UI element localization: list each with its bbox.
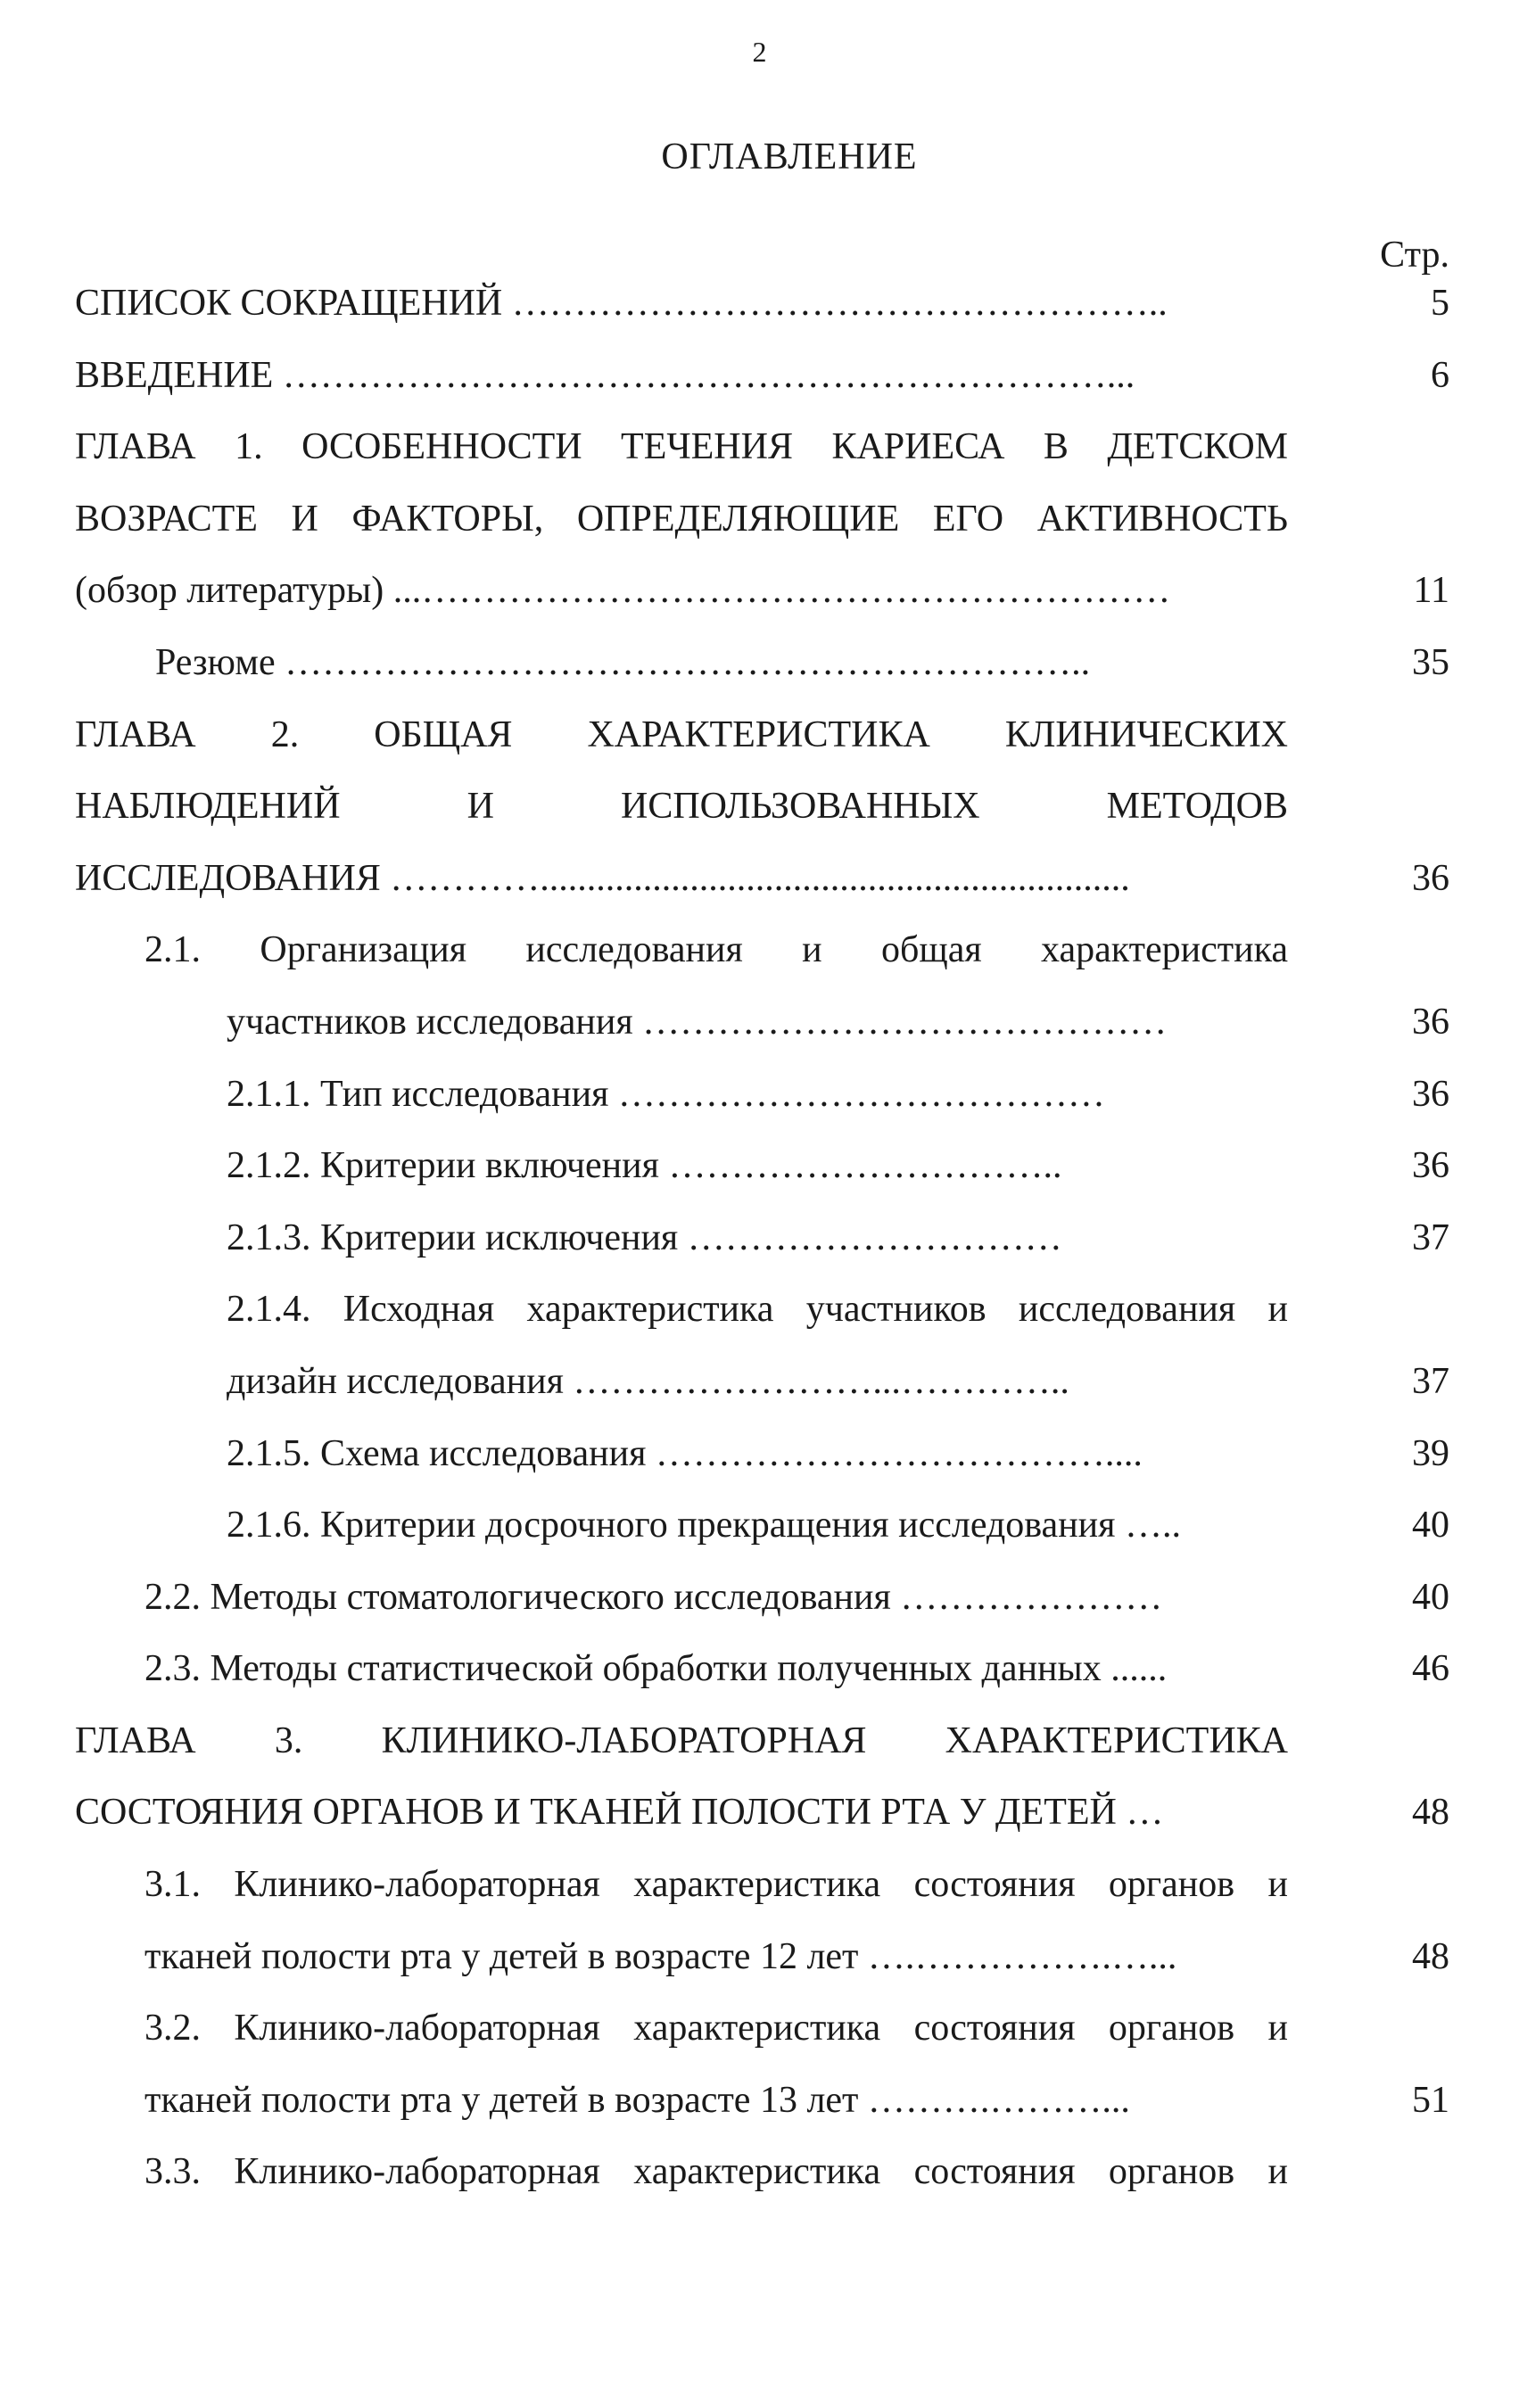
toc-entry: [75, 627, 1449, 699]
toc-entry-text: Резюме ………………………………………………………..: [155, 641, 1091, 683]
toc-entry-text: 3.3. Клинико-лабораторная характеристика состояния органов и: [144, 2151, 1288, 2193]
toc-entry: [75, 1633, 1449, 1705]
page-number: 2: [752, 36, 767, 68]
toc-entry: [75, 411, 1449, 483]
toc-entry: [75, 1705, 1449, 1777]
toc-entry-text: ВВЕДЕНИЕ …………………………………………………………...: [75, 354, 1135, 396]
toc-entry: [75, 1346, 1449, 1418]
toc-entry-page: 48: [1412, 1792, 1449, 1834]
toc-entry: [75, 771, 1449, 843]
toc-entry-page: 40: [1412, 1576, 1449, 1618]
toc-entry-text: 2.1.3. Критерии исключения …………………………: [227, 1216, 1062, 1258]
toc-entry-text: дизайн исследования ……………………...…………..: [227, 1360, 1069, 1402]
toc-entry: [75, 1777, 1449, 1849]
toc-entry-text: 2.2. Методы стоматологического исследования …………………: [144, 1576, 1163, 1618]
toc-entry-text: СОСТОЯНИЯ ОРГАНОВ И ТКАНЕЙ ПОЛОСТИ РТА У ДЕТЕЙ …: [75, 1792, 1164, 1834]
toc-entry-text: 2.1.4. Исходная характеристика участников исследования и: [227, 1289, 1288, 1331]
table-of-contents: [75, 268, 1449, 2208]
toc-entry-page: 36: [1412, 1001, 1449, 1043]
document-title: ОГЛАВЛЕНИЕ: [661, 136, 918, 177]
toc-entry: [75, 268, 1449, 340]
toc-entry-page: 37: [1412, 1216, 1449, 1258]
toc-entry-page: 39: [1412, 1432, 1449, 1474]
toc-entry-page: 51: [1412, 2079, 1449, 2121]
toc-entry-text: 2.1.1. Тип исследования …………………………………: [227, 1073, 1105, 1115]
toc-entry-text: 2.1.2. Критерии включения …………………………..: [227, 1145, 1062, 1187]
toc-entry-text: 2.1.5. Схема исследования ………………………………....: [227, 1432, 1143, 1474]
toc-entry-page: 35: [1412, 641, 1449, 683]
toc-entry-page: 36: [1412, 1145, 1449, 1187]
toc-entry-text: (обзор литературы) ...……………………………………………………: [75, 570, 1171, 612]
toc-entry-text: 2.1. Организация исследования и общая характеристика: [144, 929, 1288, 971]
toc-entry-page: 48: [1412, 1935, 1449, 1977]
toc-entry: [75, 483, 1449, 556]
toc-entry: [75, 1418, 1449, 1490]
toc-entry-text: участников исследования ……………………………………: [227, 1001, 1168, 1043]
toc-entry: [75, 1992, 1449, 2065]
toc-entry-text: 2.3. Методы статистической обработки полученных данных ......: [144, 1648, 1168, 1690]
toc-entry: [75, 1274, 1449, 1346]
toc-entry: [75, 340, 1449, 412]
toc-entry-page: 6: [1431, 354, 1449, 396]
toc-entry-text: 2.1.6. Критерии досрочного прекращения исследования …..: [227, 1505, 1181, 1546]
toc-entry: [75, 1059, 1449, 1131]
toc-entry-page: 40: [1412, 1505, 1449, 1546]
toc-entry: [75, 699, 1449, 771]
toc-entry: [75, 1202, 1449, 1274]
toc-entry: [75, 1562, 1449, 1634]
toc-entry: [75, 1849, 1449, 1921]
toc-entry-text: тканей полости рта у детей в возрасте 12 лет ….…………….…...: [144, 1935, 1177, 1977]
toc-entry-page: 11: [1413, 570, 1449, 612]
toc-entry-text: СПИСОК СОКРАЩЕНИЙ ……………………………………………..: [75, 283, 1168, 324]
toc-entry: [75, 843, 1449, 915]
toc-entry: [75, 1489, 1449, 1562]
toc-entry-page: 5: [1431, 283, 1449, 324]
toc-entry-page: 36: [1412, 1073, 1449, 1115]
toc-entry: [75, 1921, 1449, 1993]
toc-entry-page: 46: [1412, 1648, 1449, 1690]
toc-entry-text: НАБЛЮДЕНИЙ И ИСПОЛЬЗОВАННЫХ МЕТОДОВ: [75, 786, 1288, 828]
toc-entry-text: 3.1. Клинико-лабораторная характеристика состояния органов и: [144, 1864, 1288, 1906]
toc-entry-text: ИССЛЕДОВАНИЯ …………...............................................................: [75, 857, 1130, 899]
toc-entry: [75, 986, 1449, 1059]
page-column-header: Стр.: [1380, 235, 1449, 276]
toc-entry: [75, 2065, 1449, 2137]
toc-entry-text: ГЛАВА 2. ОБЩАЯ ХАРАКТЕРИСТИКА КЛИНИЧЕСКИХ: [75, 713, 1288, 755]
toc-entry-text: тканей полости рта у детей в возрасте 13 лет ……….………...: [144, 2079, 1130, 2121]
toc-entry: [75, 914, 1449, 986]
toc-entry-text: ГЛАВА 1. ОСОБЕННОСТИ ТЕЧЕНИЯ КАРИЕСА В ДЕТСКОМ: [75, 426, 1288, 468]
toc-entry: [75, 555, 1449, 627]
toc-entry-page: 36: [1412, 857, 1449, 899]
toc-entry-text: ГЛАВА 3. КЛИНИКО-ЛАБОРАТОРНАЯ ХАРАКТЕРИСТИКА: [75, 1719, 1288, 1761]
toc-entry-text: ВОЗРАСТЕ И ФАКТОРЫ, ОПРЕДЕЛЯЮЩИЕ ЕГО АКТИВНОСТЬ: [75, 498, 1288, 540]
toc-entry: [75, 1130, 1449, 1202]
toc-entry-page: 37: [1412, 1360, 1449, 1402]
toc-entry-text: 3.2. Клинико-лабораторная характеристика состояния органов и: [144, 2008, 1288, 2049]
toc-entry: [75, 2136, 1449, 2208]
